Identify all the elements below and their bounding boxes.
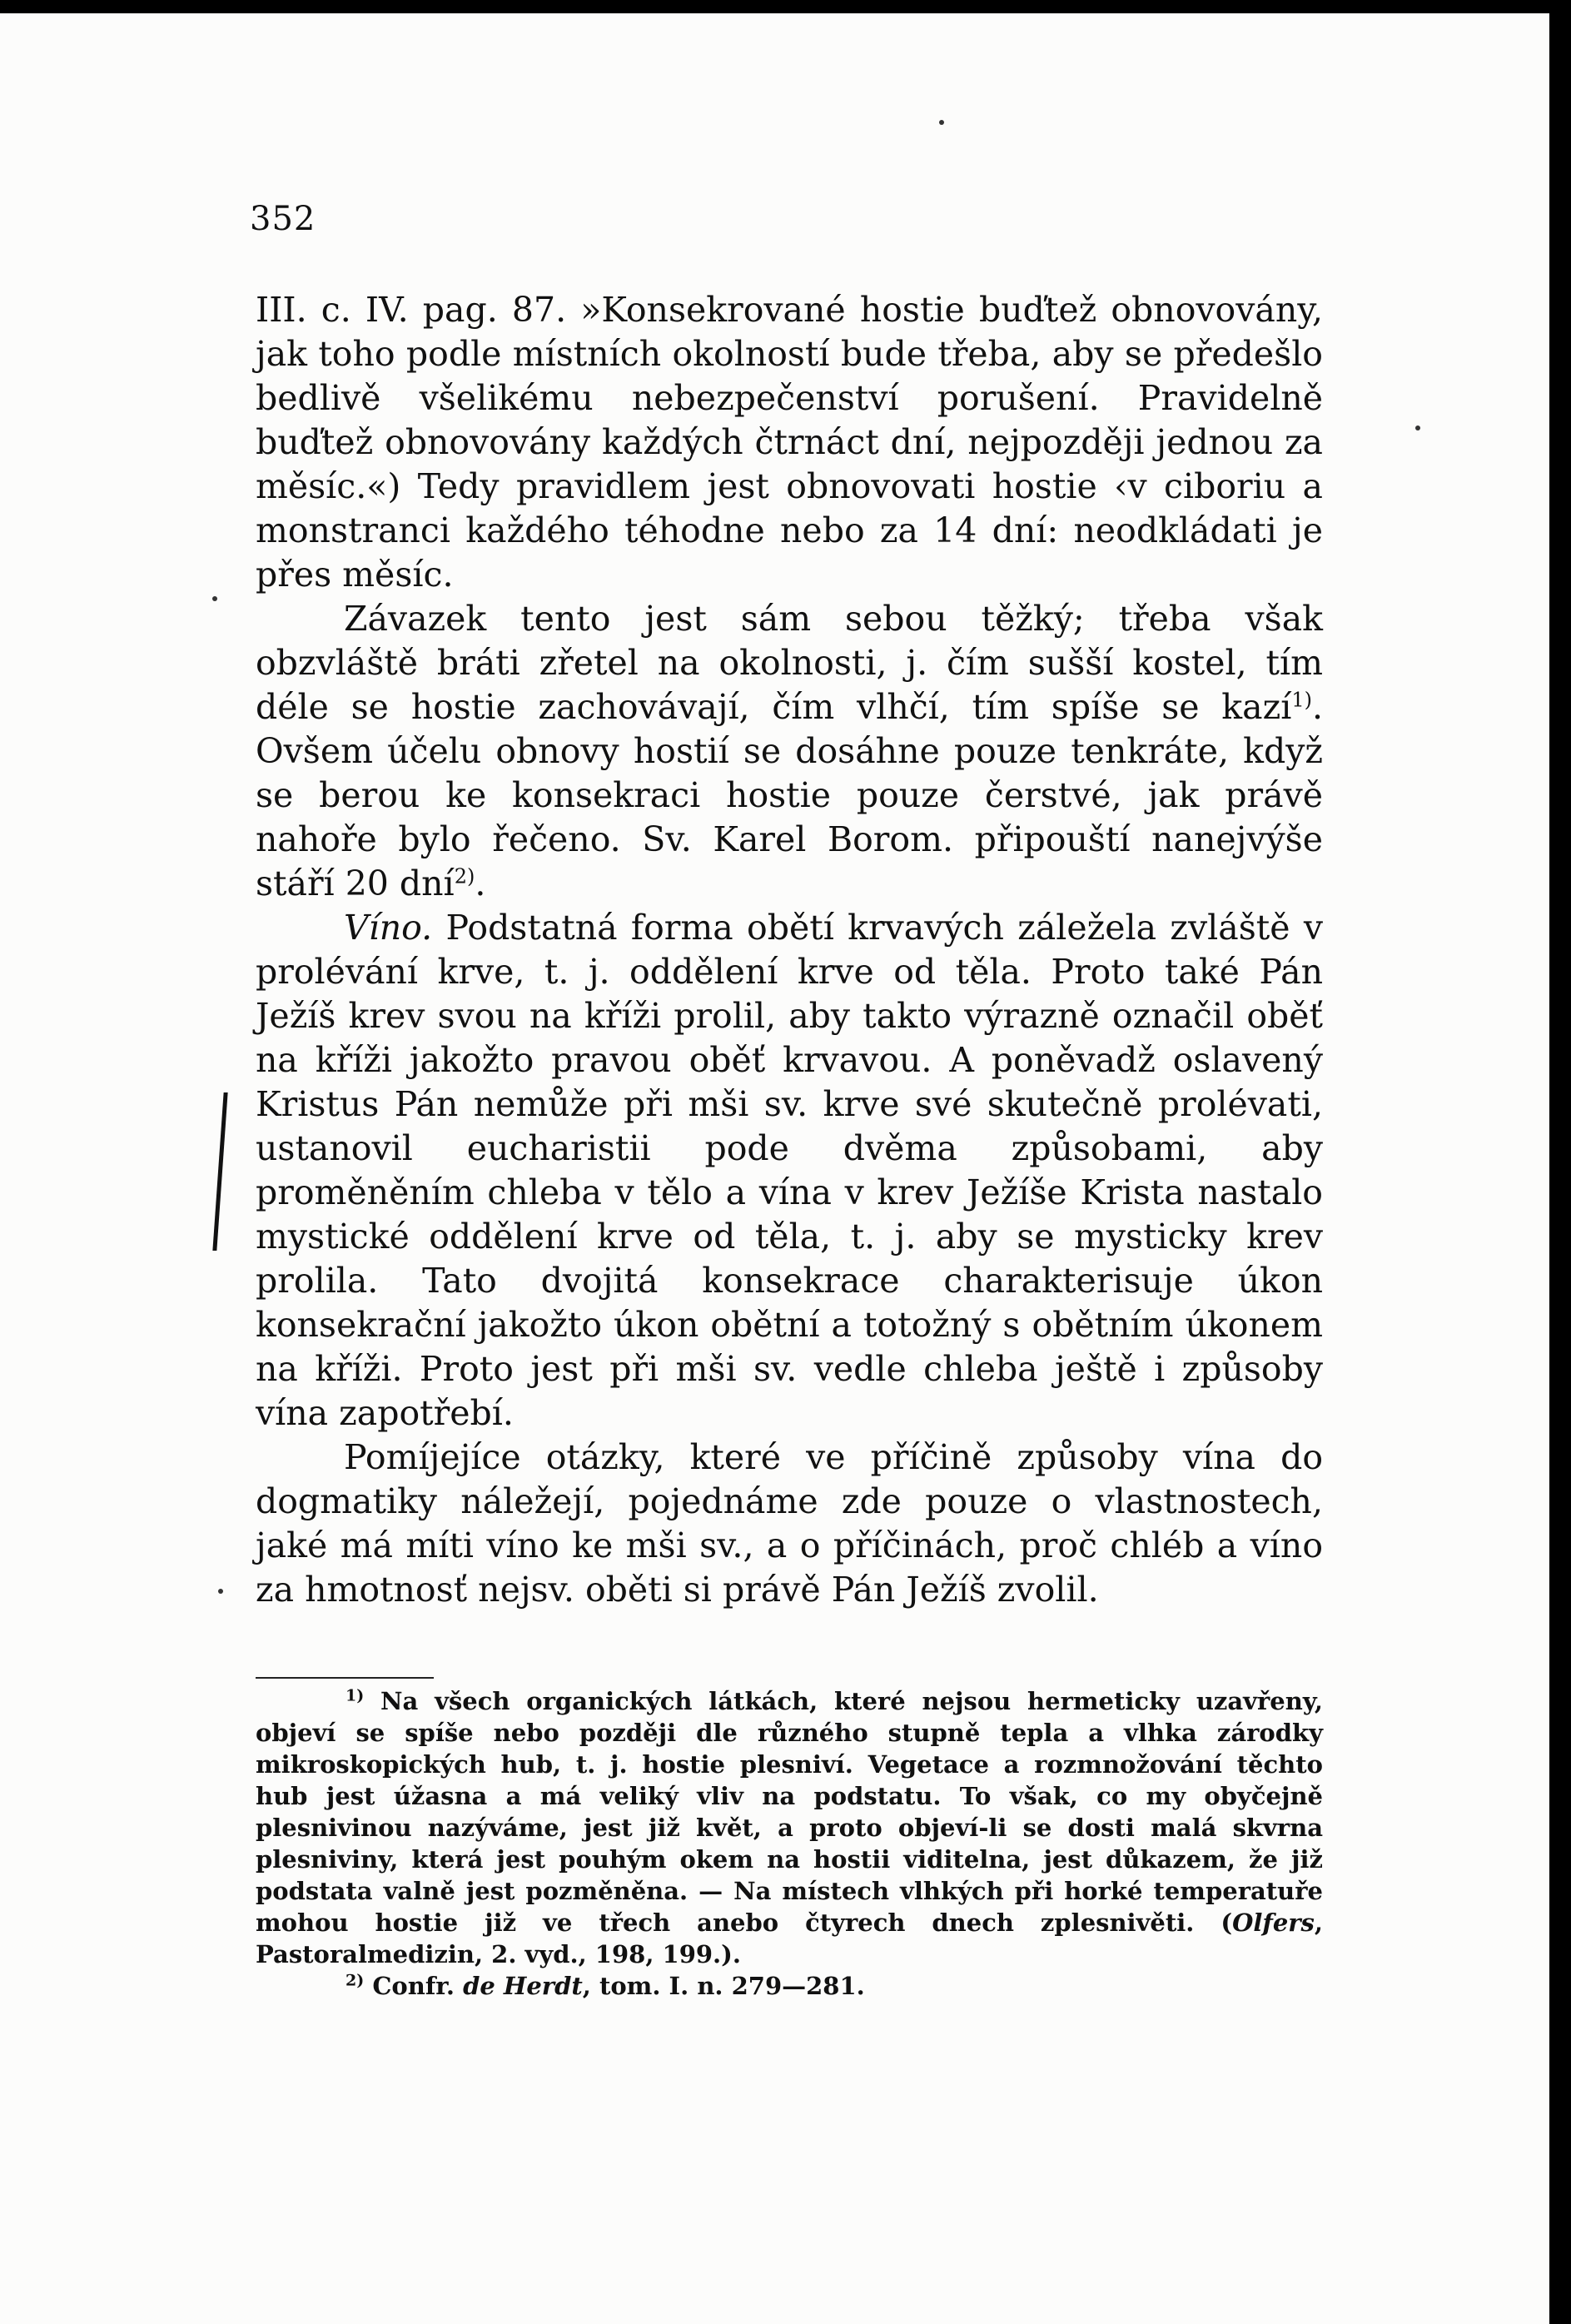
scan-speck <box>939 120 944 125</box>
footnote-ref-1: 1) <box>1291 688 1312 712</box>
footnote-ref-2: 2) <box>454 864 475 888</box>
paragraph-2 <box>256 597 1323 906</box>
footnote-1 <box>256 1685 1323 1970</box>
book-page <box>0 13 1549 2324</box>
paragraph-3-lead-word: Víno. <box>344 908 433 948</box>
scan-border-right <box>1549 0 1571 2324</box>
footnote-2-marker: 2) <box>346 1971 365 1990</box>
footnote-2-text-b: , tom. I. n. 279—281. <box>582 1972 865 2000</box>
scan-speck <box>212 596 217 601</box>
margin-pencil-mark <box>212 1092 227 1251</box>
paragraph-2-text-b: . Ovšem účelu obnovy hostií se dosáhne pouze tenkráte, když se berou ke konsekraci hostie pouze čerstvé, jak právě nahoře bylo řečeno. Sv. Karel Borom. připouští nanejvýše stáří 20 dní <box>256 687 1323 903</box>
paragraph-2-text-a: Závazek tento jest sám sebou těžký; třeba však obzvláště bráti zřetel na okolnosti, j. čím sušší kostel, tím déle se hostie zachovávají, čím vlhčí, tím spíše se kazí <box>256 599 1323 727</box>
footnote-2-text-a: Confr. <box>364 1972 464 2000</box>
paragraph-2-text-c: . <box>475 863 486 903</box>
paragraph-3 <box>256 906 1323 1436</box>
scan-speck <box>1415 425 1420 430</box>
body-text <box>256 288 1323 1612</box>
footnote-divider <box>256 1677 434 1679</box>
page-number: 352 <box>250 200 316 238</box>
paragraph-4: Pomíjejíce otázky, které ve příčině způsoby vína do dogmatiky náležejí, pojednáme zde pouze o vlastnostech, jaké má míti víno ke mši sv., a o příčinách, proč chléb a víno za hmotnosť nejsv. oběti si právě Pán Ježíš zvolil. <box>256 1437 1323 1610</box>
scan-border-top <box>0 0 1571 13</box>
footnote-1-text-b: , Pastoralmedizin, 2. vyd., 198, 199.). <box>256 1908 1323 1968</box>
scan-speck <box>218 1589 223 1594</box>
paragraph-1: III. c. IV. pag. 87. »Konsekrované hostie buďtež obnovovány, jak toho podle místních okolností bude třeba, aby se předešlo bedlivě všelikému nebezpečenství porušení. Pravidelně buďtež obnovovány každých čtrnáct dní, nejpozději jednou za měsíc.«) Tedy pravidlem jest obnovovati hostie ‹v ciboriu a monstranci každého téhodne nebo za 14 dní: neodkládati je přes měsíc. <box>256 290 1323 595</box>
footnote-2-author: de Herdt <box>463 1972 583 2000</box>
footnote-1-text-a: Na všech organických látkách, které nejsou hermeticky uzavřeny, objeví se spíše nebo později dle různého stupně tepla a vlhka zárodky mikroskopických hub, t. j. hostie plesniví. Vegetace a rozmnožování těchto hub jest úžasna a má veliký vliv na podstatu. To však, co my obyčejně plesnivinou nazýváme, jest již květ, a proto objeví-li se dosti malá skvrna plesniviny, která jest pouhým okem na hostii viditelna, jest důkazem, že již podstata valně jest pozměněna. — Na místech vlhkých při horké temperatuře mohou hostie již ve třech anebo čtyrech dnech zplesnivěti. ( <box>256 1687 1323 1937</box>
footnote-1-marker: 1) <box>346 1686 365 1705</box>
footnote-2 <box>256 1970 1323 2002</box>
paragraph-3-text: Podstatná forma obětí krvavých záležela zvláště v prolévání krve, t. j. oddělení krve od těla. Proto také Pán Ježíš krev svou na kříži prolil, aby takto výrazně označil oběť na kříži jakožto pravou oběť krvavou. A poněvadž oslavený Kristus Pán nemůže při mši sv. krve své skutečně prolévati, ustanovil eucharistii pode dvěma způsobami, aby proměněním chleba v tělo a vína v krev Ježíše Krista nastalo mystické oddělení krve od těla, t. j. aby se mysticky krev prolila. Tato dvojitá konsekrace charakterisuje úkon konsekrační jakožto úkon obětní a totožný s obětním úkonem na kříži. Proto jest při mši sv. vedle chleba ještě i způsoby vína zapotřebí. <box>256 908 1323 1433</box>
footnote-1-author: Olfers <box>1232 1908 1315 1937</box>
footnotes <box>256 1685 1323 2002</box>
